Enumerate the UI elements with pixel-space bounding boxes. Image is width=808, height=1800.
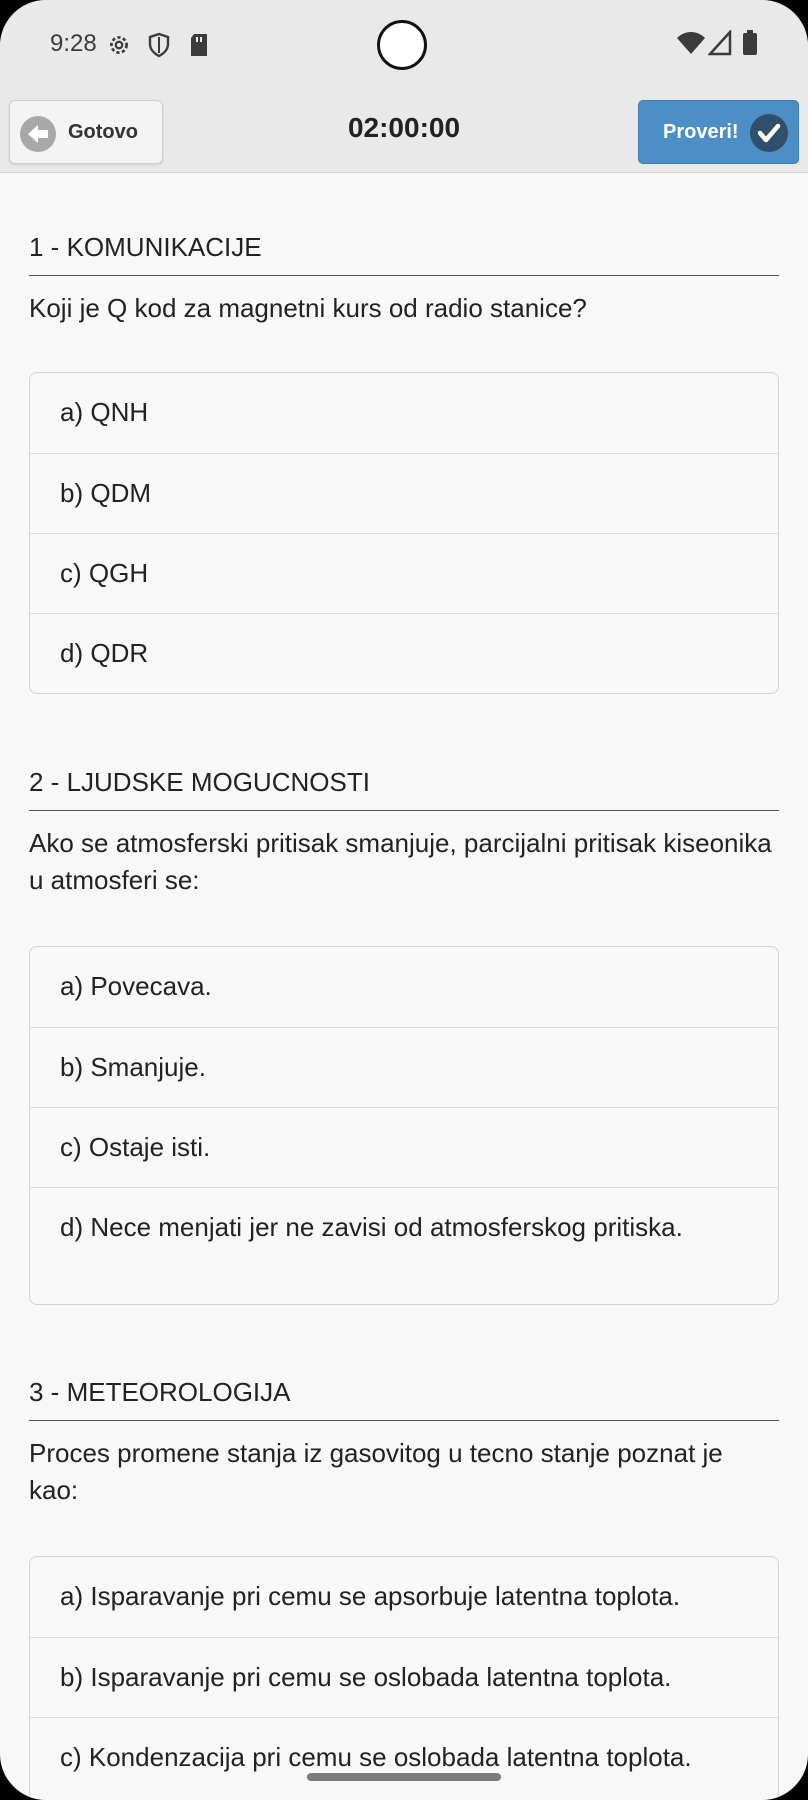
status-time: 9:28 bbox=[50, 30, 97, 57]
answer-option[interactable]: a) Povecava. bbox=[60, 971, 212, 1001]
question-category: 1 - KOMUNIKACIJE bbox=[29, 232, 779, 276]
answer-option[interactable]: d) Nece menjati jer ne zavisi od atmosferskog pritiska. bbox=[30, 1187, 778, 1304]
answer-option[interactable]: c) QGH bbox=[30, 533, 778, 613]
answer-option[interactable]: a) QNH bbox=[60, 397, 149, 427]
answer-option[interactable]: c) Kondenzacija pri cemu se oslobada latentna toplota. bbox=[30, 1717, 778, 1800]
answer-option[interactable]: d) QDR bbox=[30, 613, 778, 693]
check-answers-button[interactable] bbox=[638, 100, 799, 164]
checkmark-icon bbox=[750, 114, 788, 152]
answer-list bbox=[29, 372, 779, 694]
answer-option[interactable]: b) QDM bbox=[30, 453, 778, 533]
question-card bbox=[29, 1377, 779, 1772]
front-camera bbox=[377, 20, 427, 70]
question-category: 2 - LJUDSKE MOGUCNOSTI bbox=[29, 767, 779, 811]
answer-list bbox=[29, 946, 779, 1305]
battery-icon bbox=[742, 30, 758, 61]
answer-option[interactable]: c) Ostaje isti. bbox=[30, 1107, 778, 1187]
wifi-icon bbox=[676, 30, 706, 61]
answer-list bbox=[29, 1556, 779, 1800]
shield-icon bbox=[147, 32, 171, 63]
question-text: Ako se atmosferski pritisak smanjuje, parcijalni pritisak kiseonika u atmosferi se: bbox=[29, 828, 772, 895]
sd-card-icon bbox=[188, 32, 210, 63]
gear-icon bbox=[106, 32, 132, 63]
done-button-label: Gotovo bbox=[68, 121, 138, 143]
answer-option[interactable]: a) Isparavanje pri cemu se apsorbuje latentna toplota. bbox=[60, 1581, 681, 1611]
answer-option[interactable]: b) Isparavanje pri cemu se oslobada latentna toplota. bbox=[30, 1637, 778, 1717]
answer-option[interactable]: b) Smanjuje. bbox=[30, 1027, 778, 1107]
question-card bbox=[29, 767, 779, 1242]
cell-signal-icon bbox=[708, 30, 732, 61]
header-toolbar bbox=[0, 92, 808, 173]
home-indicator[interactable] bbox=[307, 1773, 501, 1781]
check-button-label: Proveri! bbox=[663, 121, 739, 143]
status-bar bbox=[0, 0, 808, 92]
question-text: Koji je Q kod za magnetni kurs od radio stanice? bbox=[29, 293, 587, 323]
question-card bbox=[29, 232, 779, 668]
countdown-timer: 02:00:00 bbox=[347, 112, 461, 143]
question-text: Proces promene stanja iz gasovitog u tecno stanje poznat je kao: bbox=[29, 1438, 723, 1505]
question-category: 3 - METEOROLOGIJA bbox=[29, 1377, 779, 1421]
